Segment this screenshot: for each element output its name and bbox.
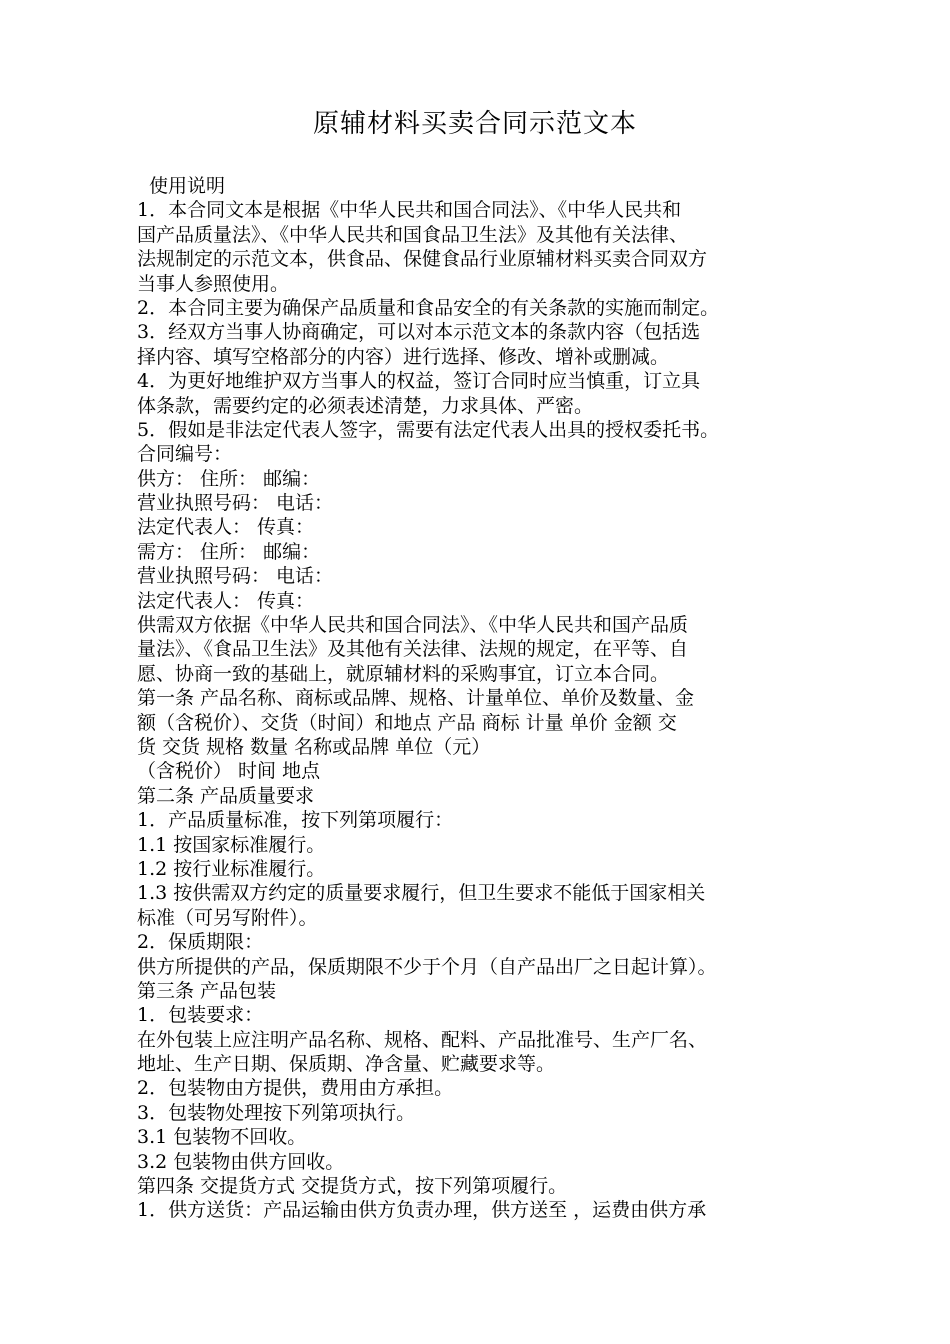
text-line: 供需双方依据《中华人民共和国合同法》、《中华人民共和国产品质	[137, 614, 689, 637]
text-line: 1．包装要求：	[137, 1004, 264, 1027]
contract-number-label: 合同编号：	[137, 443, 233, 466]
text-line: 3．包装物处理按下列第项执行。	[137, 1101, 416, 1124]
text-line: 1.1 按国家标准履行。	[137, 833, 326, 856]
text-line: 5．假如是非法定代表人签字，需要有法定代表人出具的授权委托书。	[137, 418, 720, 441]
text-line: 1．供方送货：产品运输由供方负责办理，供方送至 ，运费由供方承	[137, 1199, 707, 1222]
text-line: 1.2 按行业标准履行。	[137, 857, 326, 880]
text-line: 3.2 包装物由供方回收。	[137, 1150, 345, 1173]
text-line: 择内容、填写空格部分的内容）进行选择、修改、增补或删减。	[137, 345, 670, 368]
text-line: 法规制定的示范文本，供食品、保健食品行业原辅材料买卖合同双方	[137, 248, 708, 271]
text-line: 量法》、《食品卫生法》及其他有关法律、法规的规定，在平等、自	[137, 638, 689, 661]
text-line: 3．经双方当事人协商确定，可以对本示范文本的条款内容（包括选	[137, 321, 701, 344]
text-line: 愿、协商一致的基础上，就原辅材料的采购事宜，订立本合同。	[137, 662, 670, 685]
text-line: 体条款，需要约定的必须表述清楚，力求具体、严密。	[137, 394, 594, 417]
article-3-heading: 第三条 产品包装	[137, 979, 277, 1002]
text-line: 当事人参照使用。	[137, 272, 290, 295]
article-1-heading: 第一条 产品名称、商标或品牌、规格、计量单位、单价及数量、金	[137, 687, 695, 710]
text-line: 标准（可另写附件）。	[137, 906, 318, 929]
text-line: 国产品质量法》、《中华人民共和国食品卫生法》及其他有关法律、	[137, 223, 689, 246]
text-line: 供方所提供的产品，保质期限不少于个月（自产品出厂之日起计算）。	[137, 955, 717, 978]
supplier-license-line: 营业执照号码： 电话：	[137, 492, 334, 515]
text-line: 地址、生产日期、保质期、净含量、贮藏要求等。	[137, 1053, 556, 1076]
text-line: 1.3 按供需双方约定的质量要求履行，但卫生要求不能低于国家相关	[137, 882, 706, 905]
document-title: 原辅材料买卖合同示范文本	[312, 109, 637, 139]
buyer-address-line: 需方： 住所： 邮编：	[137, 540, 321, 563]
buyer-representative-line: 法定代表人： 传真：	[137, 589, 315, 612]
article-2-heading: 第二条 产品质量要求	[137, 784, 315, 807]
text-line: 2．本合同主要为确保产品质量和食品安全的有关条款的实施而制定。	[137, 296, 720, 319]
text-line: 额（含税价）、交货（时间）和地点 产品 商标 计量 单价 金额 交	[137, 711, 677, 734]
text-line: 3.1 包装物不回收。	[137, 1126, 307, 1149]
text-line: 1．产品质量标准，按下列第项履行：	[137, 809, 454, 832]
article-4-heading: 第四条 交提货方式 交提货方式，按下列第项履行。	[137, 1175, 568, 1198]
text-line: 2．包装物由方提供，费用由方承担。	[137, 1077, 454, 1100]
supplier-representative-line: 法定代表人： 传真：	[137, 516, 315, 539]
document-body	[137, 174, 827, 1223]
text-line: 2．保质期限：	[137, 931, 264, 954]
text-line: 货 交货 规格 数量 名称或品牌 单位（元）	[137, 735, 491, 758]
text-line: 4．为更好地维护双方当事人的权益，签订合同时应当慎重，订立具	[137, 370, 701, 393]
text-line: 1．本合同文本是根据《中华人民共和国合同法》、《中华人民共和	[137, 199, 682, 222]
text-line: （含税价） 时间 地点	[137, 760, 321, 783]
buyer-license-line: 营业执照号码： 电话：	[137, 565, 334, 588]
supplier-address-line: 供方： 住所： 邮编：	[137, 467, 321, 490]
usage-heading: 使用说明	[149, 175, 226, 197]
text-line: 在外包装上应注明产品名称、规格、配料、产品批准号、生产厂名、	[137, 1028, 708, 1051]
